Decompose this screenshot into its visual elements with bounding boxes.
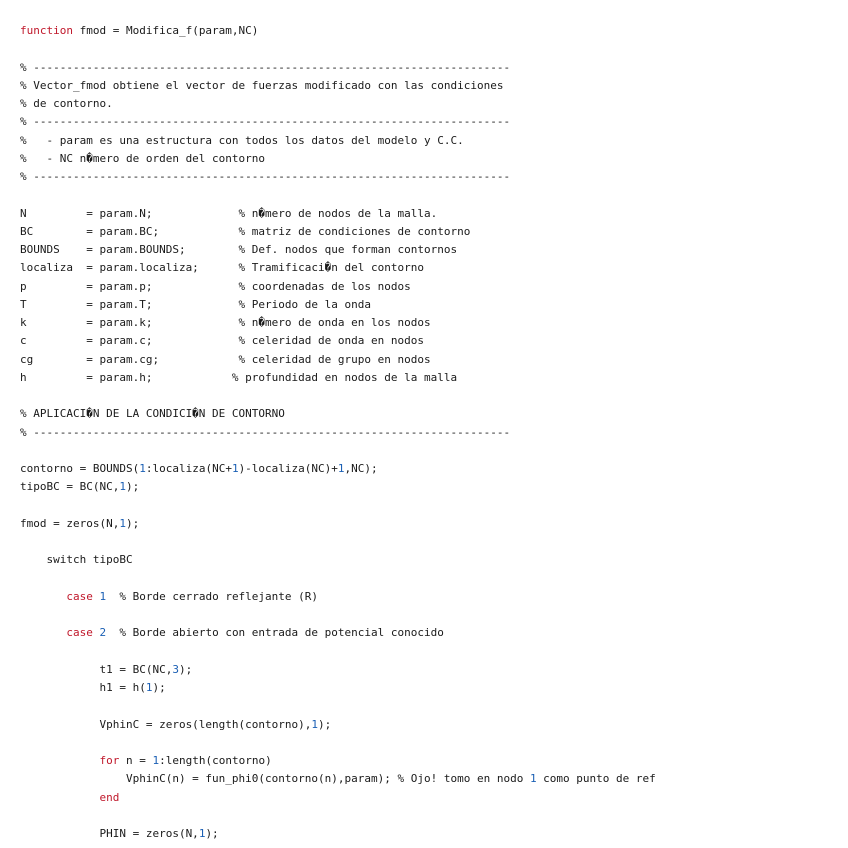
code-text: localiza = param.localiza; % Tramificaci�n del contorno (20, 261, 424, 275)
code-line (20, 241, 848, 259)
code-text: h1 = h( (20, 681, 146, 694)
code-text: % ------------------------------------------------------------------------ (20, 60, 511, 74)
code-line (20, 697, 848, 715)
code-number: 1 (311, 717, 319, 731)
code-line (20, 405, 848, 423)
code-text: p = param.p; % coordenadas de los nodos (20, 279, 411, 293)
code-line (20, 259, 848, 277)
code-text: VphinC = zeros(length(contorno), (20, 717, 312, 731)
code-text: cg = param.cg; % celeridad de grupo en nodos (20, 352, 431, 366)
code-line (20, 59, 848, 77)
code-line (20, 752, 848, 770)
code-text: % - param es una estructura con todos los datos del modelo y C.C. (20, 133, 464, 147)
code-line (20, 497, 848, 515)
code-text: BOUNDS = param.BOUNDS; % Def. nodos que forman contornos (20, 243, 458, 256)
code-line (20, 661, 848, 679)
code-line (20, 460, 848, 478)
code-line (20, 624, 848, 642)
code-line (20, 387, 848, 405)
code-text: fmod = Modifica_f(param,NC) (72, 24, 259, 37)
code-text: ); (152, 681, 166, 694)
code-line (20, 825, 848, 843)
code-text (20, 590, 66, 603)
code-line (20, 424, 848, 442)
code-line (20, 168, 848, 186)
code-number: 1 (119, 516, 126, 530)
code-number: 2 (99, 626, 107, 640)
code-keyword: for (99, 754, 120, 767)
code-line (20, 643, 848, 661)
code-text: VphinC(n) = fun_phi0(contorno(n),param); % Ojo! tomo en nodo (20, 772, 530, 786)
code-line (20, 205, 848, 223)
code-text: fmod = zeros(N, (20, 516, 120, 530)
code-text: % APLICACI�N DE LA CONDICI�N DE CONTORNO (20, 407, 285, 421)
code-line (20, 551, 848, 569)
code-text: )-localiza(NC)+ (238, 462, 338, 475)
code-text: N = param.N; % n�mero de nodos de la malla. (20, 206, 438, 220)
code-line (20, 442, 848, 460)
code-number: 1 (119, 480, 126, 494)
code-keyword: end (99, 790, 120, 804)
code-text: :length(contorno) (159, 754, 272, 767)
code-line (20, 95, 848, 113)
code-line (20, 314, 848, 332)
code-line (20, 278, 848, 296)
code-line (20, 515, 848, 533)
code-line (20, 351, 848, 369)
code-line (20, 186, 848, 204)
code-line (20, 533, 848, 551)
code-number: 1 (198, 827, 206, 840)
code-keyword: function (20, 24, 73, 37)
code-line (20, 770, 848, 788)
code-text (20, 754, 99, 767)
code-text (20, 791, 99, 804)
code-text: % ------------------------------------------------------------------------ (20, 115, 511, 129)
code-keyword: case (66, 626, 93, 640)
code-number: 1 (529, 772, 537, 786)
code-number: 1 (99, 589, 107, 603)
code-text: ); (125, 516, 140, 530)
code-text: % Vector_fmod obtiene el vector de fuerzas modificado con las condiciones (20, 78, 504, 92)
code-line (20, 113, 848, 131)
code-text: c = param.c; % celeridad de onda en nodos (20, 334, 424, 348)
code-text: contorno = BOUNDS( (20, 462, 140, 475)
code-keyword: case (66, 589, 93, 603)
code-text: como punto de ref (536, 772, 656, 786)
code-text: T = param.T; % Periodo de la onda (20, 297, 371, 311)
code-number: 1 (139, 462, 146, 475)
code-line (20, 716, 848, 734)
code-text: ); (125, 480, 140, 494)
code-text: n = (119, 754, 153, 767)
code-line (20, 734, 848, 752)
code-line (20, 679, 848, 697)
code-text: :localiza(NC+ (145, 462, 232, 475)
code-text: % de contorno. (20, 97, 113, 110)
code-text: % ------------------------------------------------------------------------ (20, 170, 511, 183)
code-line (20, 789, 848, 807)
code-number: 1 (145, 681, 153, 694)
code-text: k = param.k; % n�mero de onda en los nodos (20, 316, 431, 329)
code-text: ); (318, 717, 332, 731)
code-text: h = param.h; % profundidad en nodos de la malla (20, 370, 458, 384)
code-number: 3 (172, 662, 179, 676)
code-number: 1 (231, 462, 239, 475)
code-text: BC = param.BC; % matriz de condiciones de contorno (20, 224, 471, 238)
code-text: t1 = BC(NC, (20, 662, 173, 676)
code-line (20, 150, 848, 168)
code-text: ); (205, 827, 219, 840)
code-line (20, 132, 848, 150)
code-line (20, 369, 848, 387)
code-text: PHIN = zeros(N, (20, 827, 199, 840)
code-text: switch tipoBC (20, 553, 133, 567)
code-line (20, 807, 848, 825)
code-line (20, 296, 848, 314)
code-line (20, 77, 848, 95)
code-line (20, 22, 848, 40)
code-line (20, 606, 848, 624)
code-text: ,NC); (344, 462, 378, 475)
code-line (20, 478, 848, 496)
code-text: tipoBC = BC(NC, (20, 480, 120, 494)
code-text: % Borde cerrado reflejante (R) (106, 589, 319, 603)
code-line (20, 332, 848, 350)
code-text: % Borde abierto con entrada de potencial conocido (106, 626, 444, 640)
code-line (20, 223, 848, 241)
code-text: % - NC n�mero de orden del contorno (20, 151, 266, 165)
code-number: 1 (337, 462, 345, 475)
code-text: ); (178, 662, 193, 676)
code-line (20, 570, 848, 588)
code-number: 1 (152, 754, 160, 767)
code-text: % ------------------------------------------------------------------------ (20, 425, 511, 439)
code-text (20, 626, 66, 639)
code-line (20, 40, 848, 58)
code-line (20, 588, 848, 606)
